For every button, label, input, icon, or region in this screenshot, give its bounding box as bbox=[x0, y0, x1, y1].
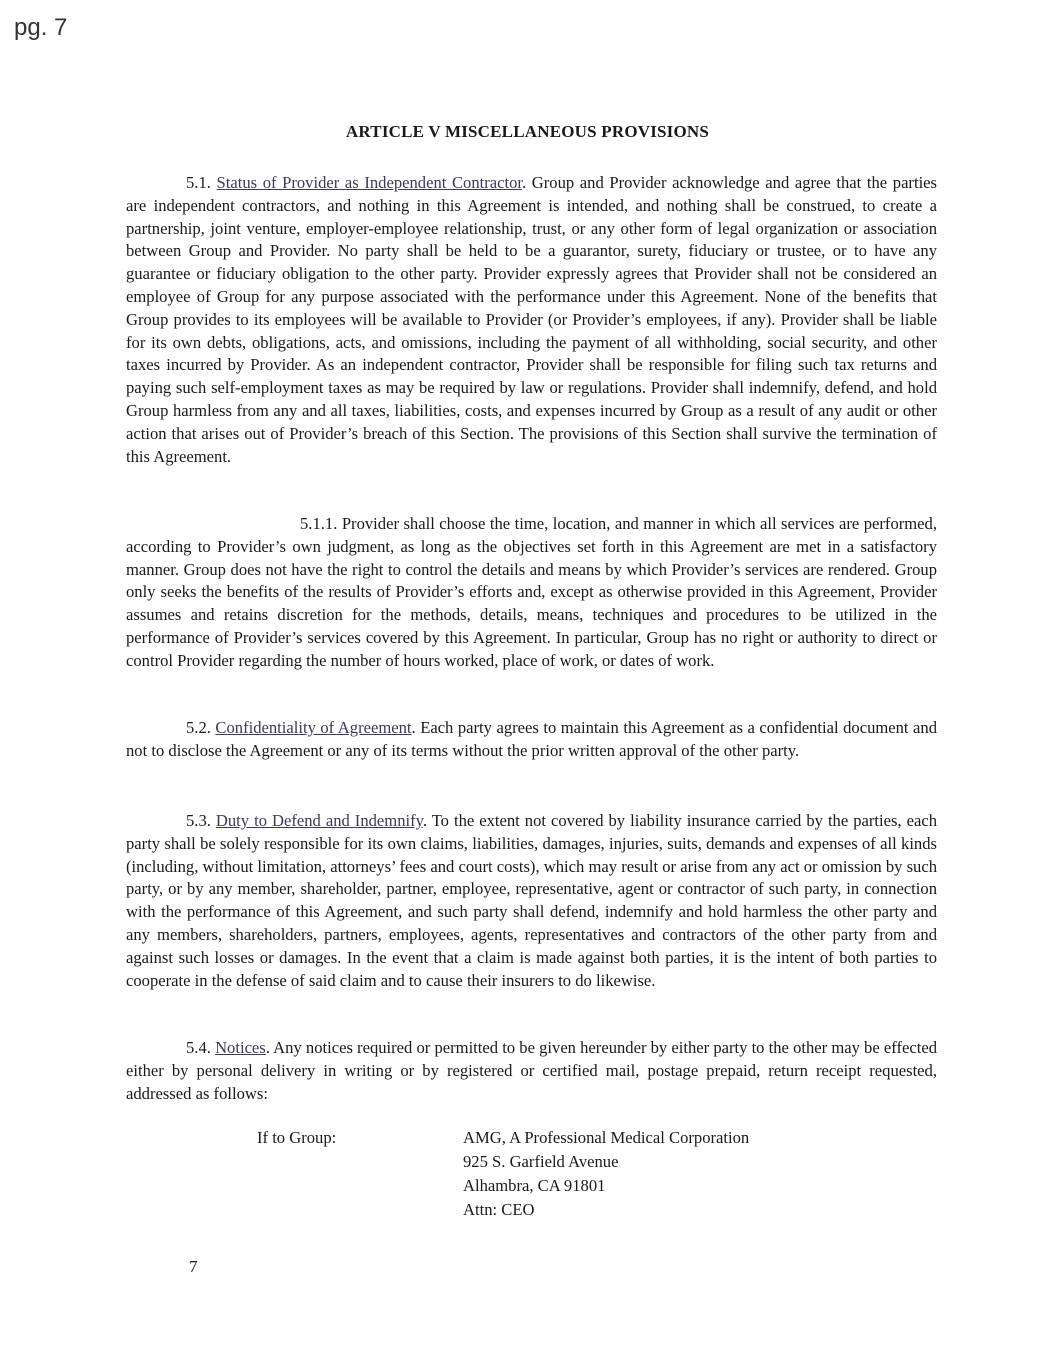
section-5-1-1 bbox=[126, 513, 937, 673]
section-number: 5.2. bbox=[186, 718, 216, 737]
section-body: . To the extent not covered by liability insurance carried by the parties, each party shall be solely responsible for its own claims, liabilities, damages, injuries, suits, demands and expenses of all kinds (including, without limitation, attorneys’ fees and court costs), which may result or arise from any act or omission by such party, or by any member, shareholder, partner, employee, representative, agent or contractor of such party, in connection with the performance of this Agreement, and such party shall defend, indemnify and hold harmless the other party and any members, shareholders, partners, employees, agents, representatives and contractors of the other party from and against such losses or damages. In the event that a claim is made against both parties, it is the intent of both parties to cooperate in the defense of said claim and to cause their insurers to do likewise. bbox=[126, 811, 937, 990]
address-label: If to Group: bbox=[257, 1128, 337, 1147]
section-5-4 bbox=[126, 1037, 937, 1105]
article-heading: ARTICLE V MISCELLANEOUS PROVISIONS bbox=[345, 122, 710, 141]
section-body: . Group and Provider acknowledge and agree that the parties are independent contractors, and nothing in this Agreement is intended, and nothing shall be construed, to create a partnership, joint venture, employer-employee relationship, trust, or any other form of legal organization or association between Group and Provider. No party shall be held to be a guarantor, surety, fiduciary or trustee, or to have any guarantee or fiduciary obligation to the other party. Provider expressly agrees that Provider shall not be considered an employee of Group for any purpose associated with the performance under this Agreement. None of the benefits that Group provides to its employees will be available to Provider (or Provider’s employees, if any). Provider shall be liable for its own debts, obligations, acts, and omissions, including the payment of all withholding, social security, and other taxes incurred by Provider. As an independent contractor, Provider shall be responsible for filing such tax returns and paying such self-employment taxes as may be required by law or regulations. Provider shall indemnify, defend, and hold Group harmless from any and all taxes, liabilities, costs, and expenses incurred by Group as a result of any audit or other action that arises out of Provider’s breach of this Section. The provisions of this Section shall survive the termination of this Agreement. bbox=[126, 173, 937, 466]
section-title: Status of Provider as Independent Contractor bbox=[216, 173, 523, 192]
section-number: 5.1. bbox=[186, 173, 217, 192]
section-body: . Any notices required or permitted to be given hereunder by either party to the other may be effected either by personal delivery in writing or by registered or certified mail, postage prepaid, return receipt requested, addressed as follows: bbox=[126, 1038, 937, 1103]
address-line: AMG, A Professional Medical Corporation bbox=[463, 1128, 750, 1147]
address-lines bbox=[463, 1126, 749, 1222]
section-number: 5.1.1. bbox=[300, 514, 342, 533]
section-body: . Each party agrees to maintain this Agreement as a confidential document and not to disclose the Agreement or any of its terms without the prior written approval of the other party. bbox=[126, 718, 938, 760]
section-5-1 bbox=[126, 172, 937, 468]
section-number: 5.4. bbox=[186, 1038, 216, 1057]
address-line: Alhambra, CA 91801 bbox=[463, 1176, 606, 1195]
address-line: Attn: CEO bbox=[463, 1200, 535, 1219]
section-5-3 bbox=[126, 810, 937, 992]
section-5-2 bbox=[126, 717, 937, 763]
page-label: pg. 7 bbox=[14, 14, 68, 41]
section-number: 5.3. bbox=[186, 811, 216, 830]
section-title: Duty to Defend and Indemnify bbox=[215, 811, 423, 830]
section-title: Confidentiality of Agreement bbox=[215, 718, 412, 737]
section-title: Notices bbox=[215, 1038, 266, 1057]
footer-page-number: 7 bbox=[189, 1257, 198, 1276]
address-line: 925 S. Garfield Avenue bbox=[463, 1152, 619, 1171]
section-body: Provider shall choose the time, location, and manner in which all services are performed, according to Provider’s own judgment, as long as the objectives set forth in this Agreement are met in a satisfactory manner. Group does not have the right to control the details and means by which Provider’s services are rendered. Group only seeks the benefits of the results of Provider’s efforts and, except as otherwise provided in this Agreement, Provider assumes and retains discretion for the methods, details, means, techniques and procedures to be utilized in the performance of Provider’s services covered by this Agreement. In particular, Group has no right or authority to direct or control Provider regarding the number of hours worked, place of work, or dates of work. bbox=[126, 514, 937, 670]
